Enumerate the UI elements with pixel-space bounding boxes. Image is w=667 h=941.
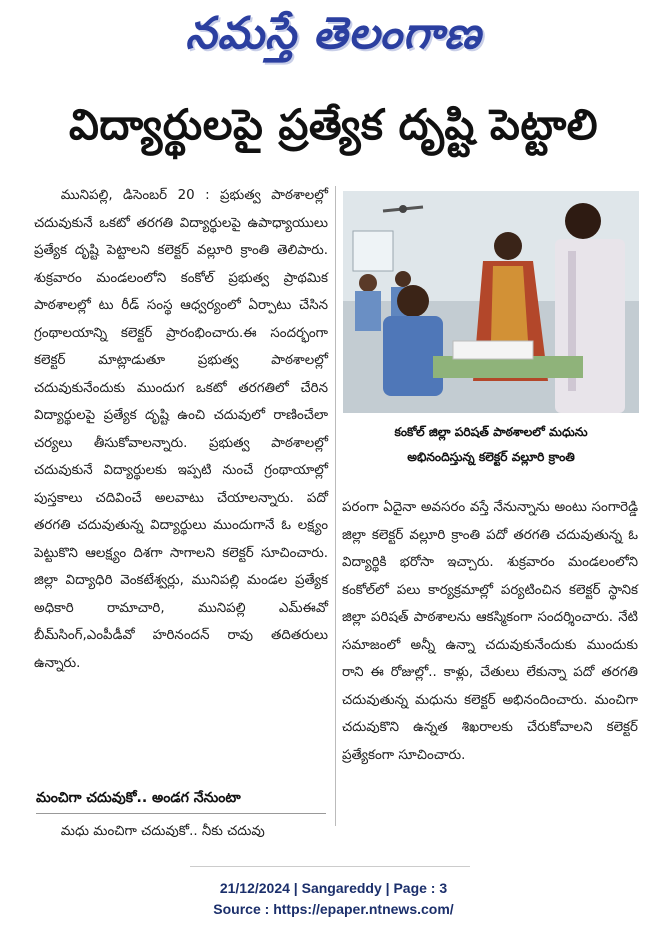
article-right-column [342, 494, 638, 769]
sub-article-text: మధు మంచిగా చదువుకో.. నీకు చదువు [60, 824, 265, 839]
footer-date-line: 21/12/2024 | Sangareddy | Page : 3 [219, 880, 448, 896]
article-left-column [34, 182, 328, 677]
newspaper-title: నమస్తే తెలంగాణ [185, 8, 482, 59]
footer-rule [190, 866, 470, 867]
classroom-photo-illustration [343, 191, 639, 413]
headline: విద్యార్థులపై ప్రత్యేక దృష్టి పెట్టాలి [68, 100, 599, 149]
column-divider [335, 186, 336, 826]
masthead [0, 0, 667, 88]
article-left-text: మునిపల్లి, డిసెంబర్ 20 : ప్రభుత్వ పాఠశాలల్లో చదువుకునే ఒకటో తరగతి విద్యార్థులపై ఉపాధ్యాయులు ప్రత్యేక దృష్టి పెట్టాలని కలెక్టర్ వల్లూరి క్రాంతి తెలిపారు. శుక్రవారం మండలంలోని కంకోల్ ప్రభుత్వ ప్రాథమిక పాఠశాలల్లో టు రీడ్ సంస్థ ఆధ్వర్యంలో ఏర్పాటు చేసిన గ్రంథాలయాన్ని కలెక్టర్ ప్రారంభించారు.ఈ సందర్భంగా కలెక్టర్ మాట్లాడుతూ ప్రభుత్వ పాఠశాలల్లో చదువుకునేందుకు ముందుగ ఒకటో తరగతిలో చేరిన విద్యార్థులపై ప్రత్యేక దృష్టి ఉంచి చదువులో రాణించేలా చర్యలు తీసుకోవాలన్నారు. ప్రభుత్వ పాఠశాలల్లో చదువుకునే విద్యార్థులకు ఇప్పటి నుంచే గ్రంథాయాల్లో పుస్తకాలు చదివించే అలవాటు చేయాలన్నారు. పదో తరగతి చదువుతున్న విద్యార్థులు ముందుగానే ఓ లక్ష్యం పెట్టుకొని ఆలక్ష్యం దిశగా సాగాలని కలెక్టర్ సూచించారు. జిల్లా విద్యాధిరి వెంకటేశ్వర్లు, మునిపల్లి మండల ప్రత్యేక అధికారి రామాచారి, మునిపల్లి ఎమ్ఈవో బీమ్‌సింగ్,ఎంపీడీవో హరినందన్ రావు తదితరులు ఉన్నారు. [34, 188, 328, 671]
photo-caption [343, 420, 639, 470]
article-right-text: పరంగా ఏదైనా అవసరం వస్తే నేనున్నాను అంటు సంగారెడ్డి జిల్లా కలెక్టర్ వల్లూరి క్రాంతి పదో తరగతి చదువుతున్న ఓ విద్యార్థికి భరోసా ఇచ్చారు. శుక్రవారం మండలంలోని కంకోల్‌లో పలు కార్యక్రమాల్లో పర్యటించిన కలెక్టర్ స్థానిక జిల్లా పరిషత్ పాఠశాలను ఆకస్మికంగా సందర్శించారు. నేటి సమాజంలో అన్నీ ఉన్నా చదువుకునేందుకు ముందుకు రాని ఈ రోజుల్లో.. కాళ్లు, చేతులు లేకున్నా పదో తరగతి చదువుతున్న మధును కలెక్టర్ అభినందించారు. మంచిగా చదువుకొని ఉన్నత శిఖరాలకు చేరుకోవాలని కలెక్టర్ ప్రత్యేకంగా సూచించారు. [342, 500, 638, 763]
news-photo [343, 191, 639, 413]
caption-line-1: కంకోల్ జిల్లా పరిషత్ పాఠశాలలో మధును [394, 425, 588, 439]
caption-line-2: అభినందిస్తున్న కలెక్టర్ వల్లూరి క్రాంతి [407, 450, 575, 464]
subheading: మంచిగా చదువుకో.. అండగ నేనుంటా [36, 790, 326, 814]
footer-source-line: Source : https://epaper.ntnews.com/ [213, 901, 454, 917]
